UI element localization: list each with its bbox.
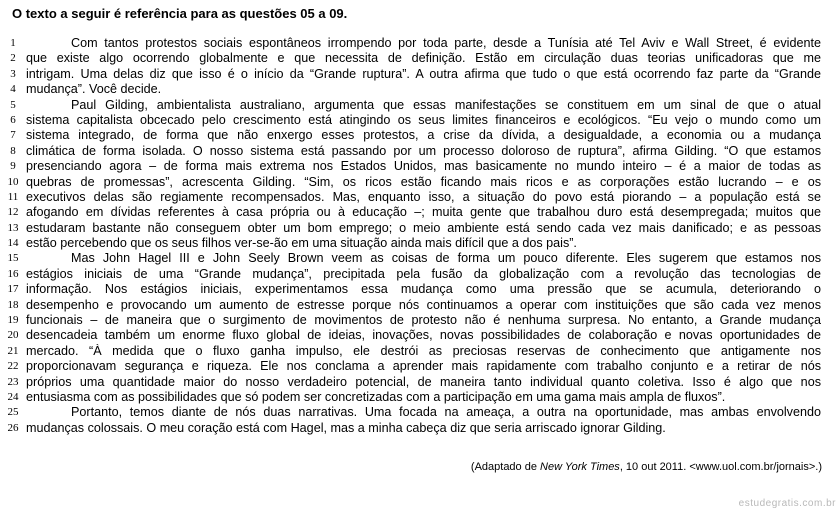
line-number: 2 — [10, 52, 16, 65]
text-line — [0, 390, 840, 405]
line-text: mudanças colossais. O meu coração está com Hagel, mas a minha cabeça diz que seria arriscado ignorar Gilding. — [26, 420, 666, 435]
line-number: 1 — [10, 37, 16, 49]
line-text: climática de forma isolada. O nosso sistema está passando por um processo doloroso de ruptura”, afirma Gilding. “O que estamos — [26, 143, 821, 158]
line-text: entusiasma com as possibilidades que só podem ser concretizadas com a participação em uma gama mais ampla de fluxos”. — [26, 389, 726, 404]
line-text: Portanto, temos diante de nós duas narrativas. Uma focada na ameaça, a outra na oportunidade, mas ambas envolvendo — [71, 405, 821, 420]
line-number: 15 — [7, 252, 19, 265]
text-line — [0, 82, 840, 97]
line-text: que existe algo ocorrendo globalmente e que necessita de definição. Estão em circulação duas teorias unificadoras que me — [26, 51, 821, 66]
line-number: 16 — [7, 267, 19, 280]
text-line — [0, 282, 840, 297]
line-number: 12 — [7, 206, 19, 219]
text-line — [0, 144, 840, 159]
line-number: 9 — [10, 160, 16, 173]
line-number: 6 — [10, 113, 16, 126]
text-line — [0, 344, 840, 359]
line-text: Mas John Hagel III e John Seely Brown veem as coisas de forma um pouco diferente. Eles sugerem que estamos nos — [71, 251, 821, 266]
watermark: estudegratis.com.br — [738, 498, 836, 509]
text-line — [0, 51, 840, 66]
line-number: 22 — [7, 360, 19, 373]
line-text: presenciando agora – de forma mais extrema nos Estados Unidos, mas basicamente no mundo inteiro – é a maior de todas as — [26, 159, 821, 174]
line-text: executivos delas são regiamente recompensados. Mas, enquanto isso, a situação do povo está piorando – a população está se — [26, 189, 821, 204]
line-number: 19 — [7, 314, 19, 327]
source-citation — [471, 461, 822, 473]
line-text: informação. Nos estágios iniciais, experimentamos essa mudança como uma pressão que se acumula, deteriorando o — [26, 282, 821, 297]
line-text: mudança”. Você decide. — [26, 82, 162, 97]
text-line — [0, 221, 840, 236]
line-text: próprios uma quantidade maior do nosso verdadeiro potencial, de maneira tanto individual quanto coletiva. Isso é algo que nos — [26, 374, 821, 389]
text-line — [0, 267, 840, 282]
text-line — [0, 205, 840, 220]
text-line — [0, 67, 840, 82]
line-text: estudaram bastante não conseguem obter um bom emprego; o meio ambiente está sendo cada vez mais danificado; e as pessoas — [26, 220, 821, 235]
text-line — [0, 313, 840, 328]
line-text: funcionais – de maneira que o surgimento de movimentos de protesto não é nenhuma surpresa. No entanto, a Grande mudança — [26, 313, 821, 328]
line-number: 17 — [7, 283, 19, 296]
text-line — [0, 236, 840, 251]
line-number: 14 — [7, 237, 19, 250]
line-text: desencadeia também um enorme fluxo global de ideias, inovações, novas possibilidades de colaboração e novas oportunidades de — [26, 328, 821, 343]
source-publication: New York Times — [540, 461, 620, 473]
source-suffix: , 10 out 2011. <www.uol.com.br/jornais>.) — [619, 461, 822, 473]
line-number: 8 — [10, 144, 16, 157]
line-text: Com tantos protestos sociais espontâneos irrompendo por toda parte, desde a Tunísia até Tel Aviv e Wall Street, é evidente — [71, 36, 821, 50]
line-number: 20 — [7, 329, 19, 342]
line-number: 24 — [7, 390, 19, 403]
page-heading: O texto a seguir é referência para as questões 05 a 09. — [12, 6, 348, 21]
text-line — [0, 36, 840, 51]
line-text: mercado. “À medida que o fluxo ganha impulso, ele destrói as preciosas reservas de conhecimento que antigamente nos — [26, 343, 821, 358]
text-line — [0, 251, 840, 266]
line-number: 26 — [7, 421, 19, 434]
line-text: sistema integrado, de forma que não enxergo esses protestos, a crise da dívida, a desigualdade, a economia ou a mudança — [26, 128, 821, 143]
text-line — [0, 190, 840, 205]
line-text: sistema capitalista obcecado pelo crescimento está atingindo os seus limites financeiros e ecológicos. “Eu vejo o mundo como um — [26, 112, 821, 127]
line-number: 18 — [7, 298, 19, 311]
line-number: 10 — [7, 175, 19, 188]
text-line — [0, 328, 840, 343]
line-text: quebras de promessas”, acrescenta Gilding. “Sim, os ricos estão ficando mais ricos e as corporações estão lucrando – e os — [26, 174, 821, 189]
text-line — [0, 128, 840, 143]
text-line — [0, 159, 840, 174]
line-text: estão percebendo que os seus filhos ver-se-ão em uma situação ainda mais difícil que a dos pais”. — [26, 236, 577, 251]
text-line — [0, 113, 840, 128]
article-text — [0, 36, 840, 436]
line-text: desempenho e provocando um aumento de estresse porque nós continuamos a operar com instituições que são cada vez menos — [26, 297, 821, 312]
text-line — [0, 298, 840, 313]
text-line — [0, 98, 840, 113]
line-number: 21 — [7, 344, 19, 357]
line-number: 3 — [10, 67, 16, 80]
line-text: estágios iniciais de uma “Grande mudança”, precipitada pela fusão da globalização com a revolução das tecnologias de — [26, 266, 821, 281]
line-number: 23 — [7, 375, 19, 388]
text-line — [0, 375, 840, 390]
text-line — [0, 405, 840, 420]
line-text: afogando em dívidas referentes à casa própria ou à educação –; muita gente que trabalhou duro está desempregada; muitos que — [26, 205, 821, 220]
line-text: proporcionavam segurança e riqueza. Ele nos conclama a aprender mais rapidamente com trabalho conjunto e a retirar de nós — [26, 359, 821, 374]
text-line — [0, 421, 840, 436]
line-number: 4 — [10, 83, 16, 96]
line-number: 7 — [10, 129, 16, 142]
line-number: 11 — [7, 190, 19, 203]
line-number: 25 — [7, 406, 19, 419]
text-line — [0, 359, 840, 374]
line-number: 5 — [10, 98, 16, 111]
line-text: Paul Gilding, ambientalista australiano, argumenta que essas manifestações se constituem em um sinal de que o atual — [71, 97, 821, 112]
line-text: intrigam. Uma delas diz que isso é o início da “Grande ruptura”. A outra afirma que tudo o que está ocorrendo faz parte da “Grande — [26, 66, 821, 81]
source-prefix: (Adaptado de — [470, 461, 541, 473]
line-number: 13 — [7, 221, 19, 234]
text-line — [0, 175, 840, 190]
